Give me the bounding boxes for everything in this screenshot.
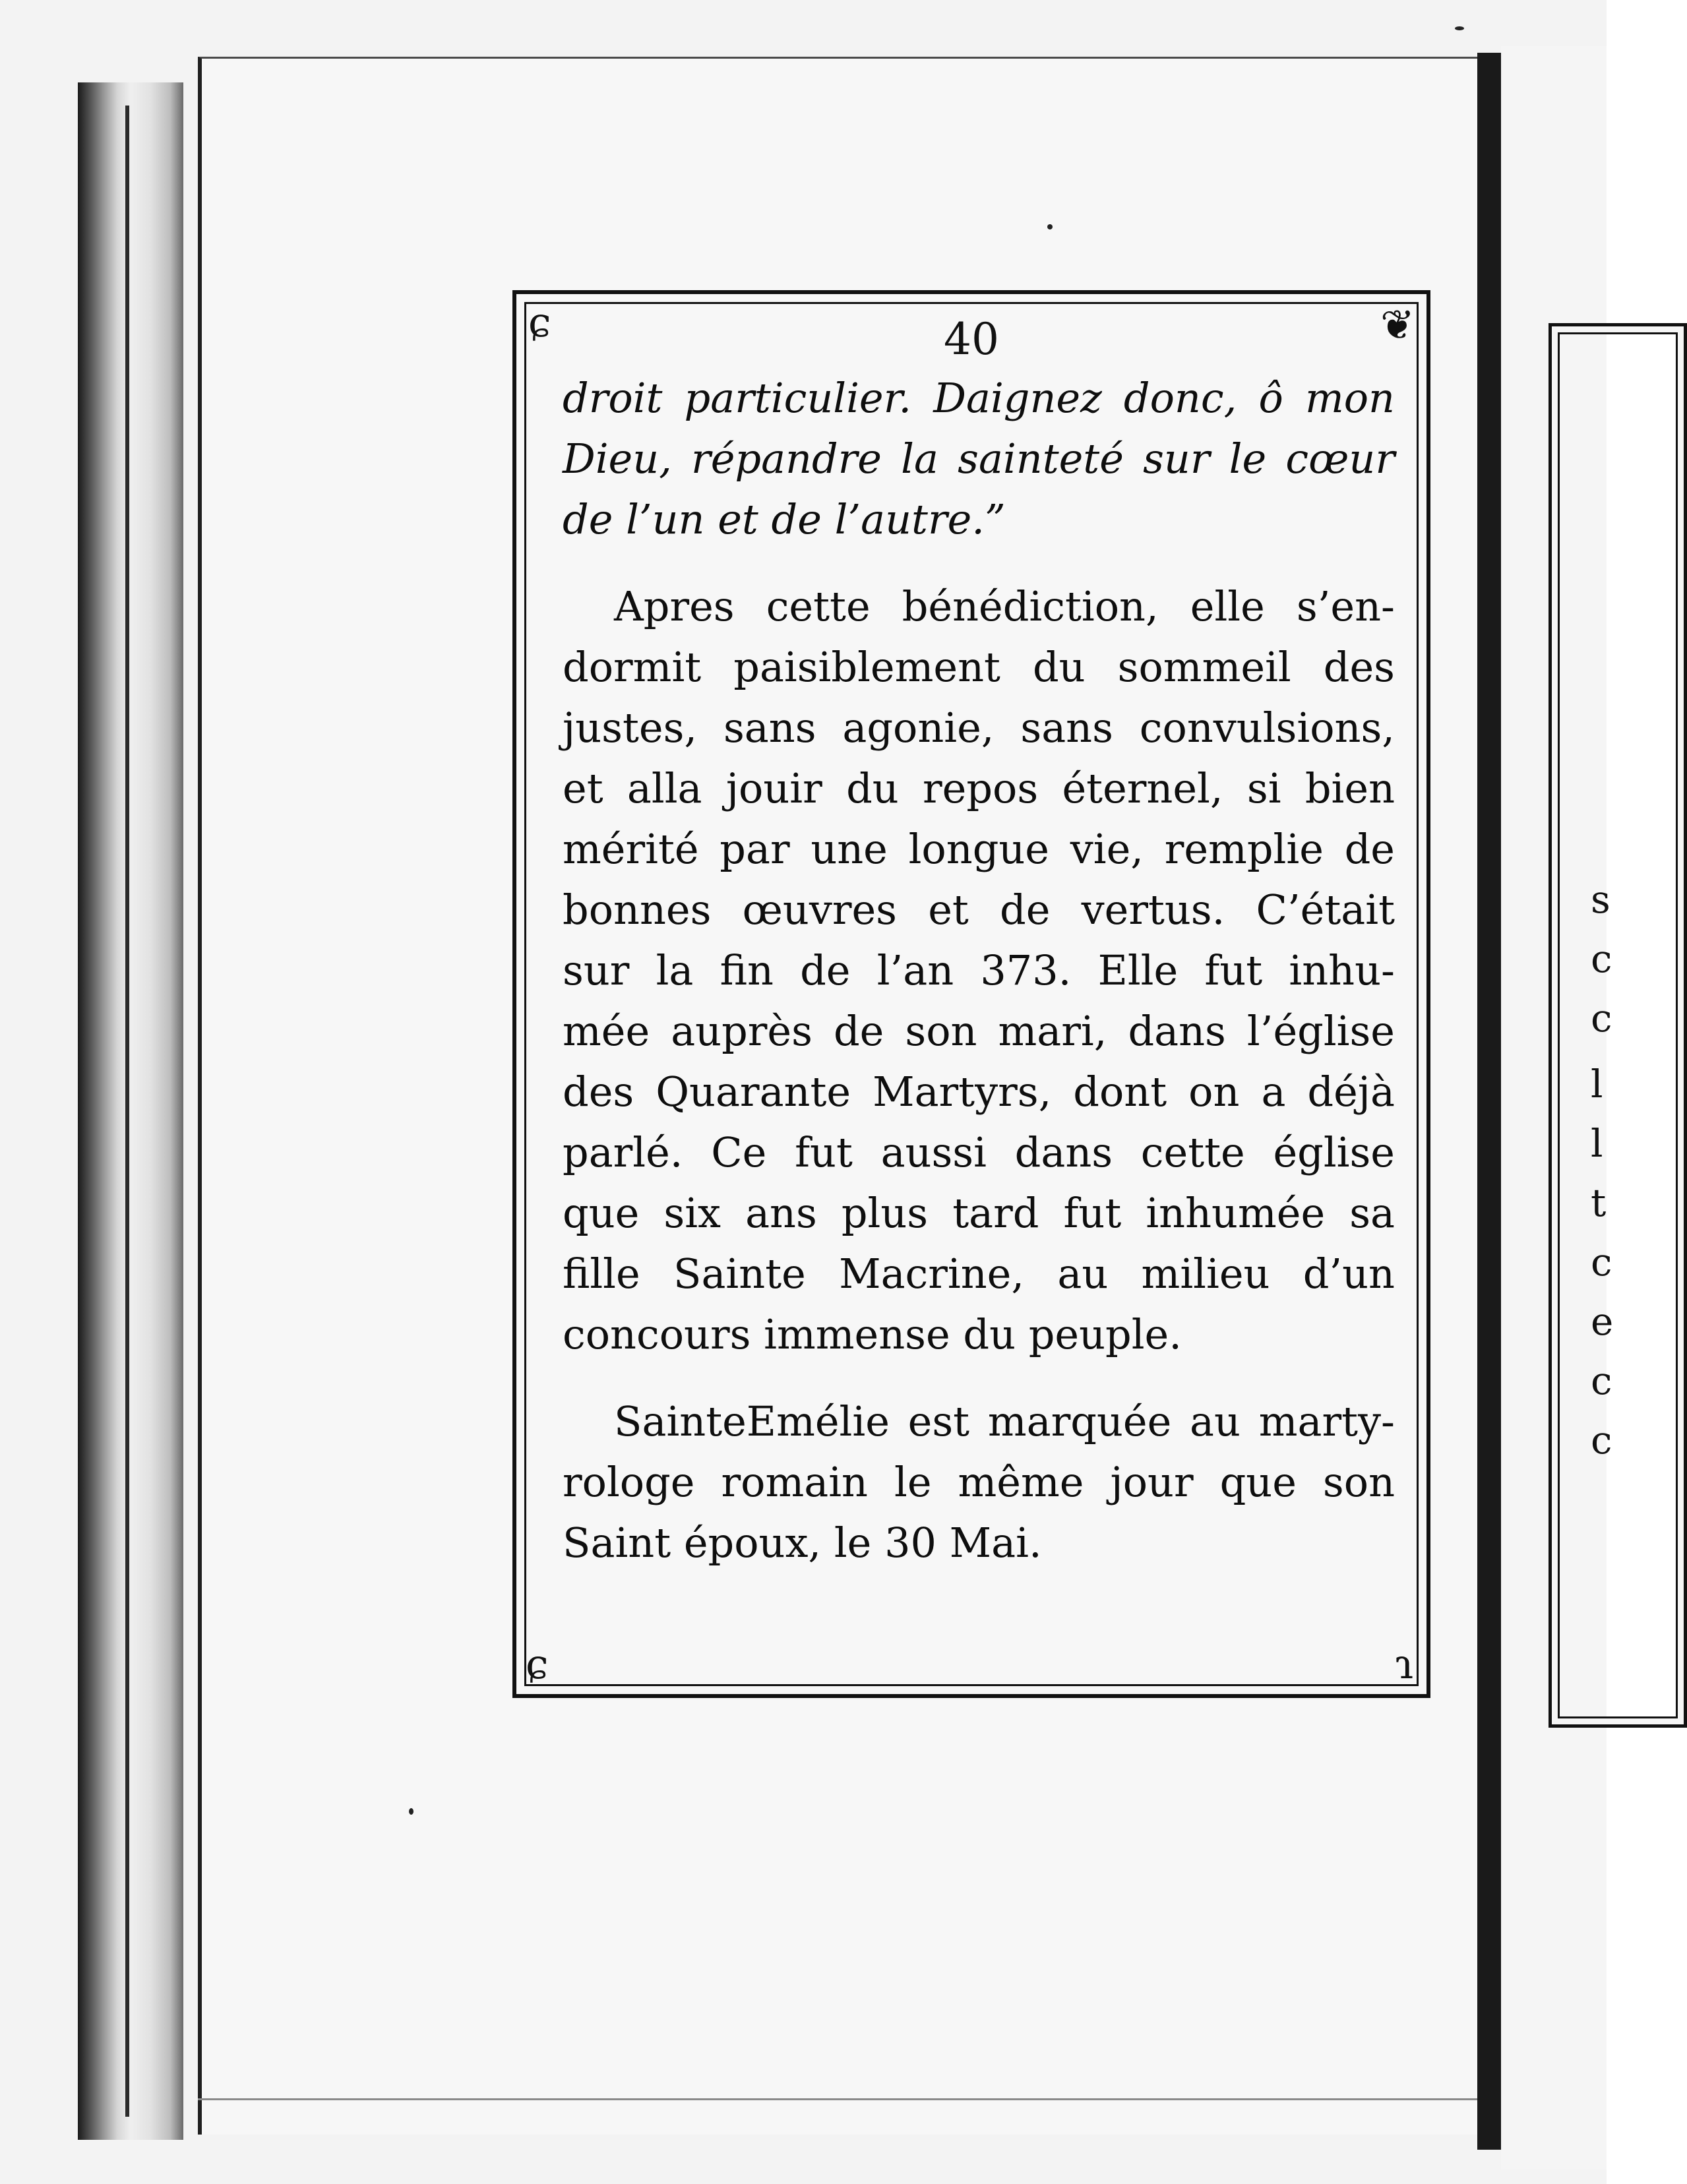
corner-ornament-top-left: ɕ xyxy=(528,298,551,346)
text-line: des Quarante Martyrs, dont on a déjà xyxy=(563,1068,1395,1116)
paragraph xyxy=(563,368,1395,550)
book-block-edge xyxy=(78,82,183,2140)
text-line: dormit paisiblement du sommeil des xyxy=(563,643,1395,691)
text-line: justes, sans agonie, sans convulsions, xyxy=(563,704,1395,752)
corner-ornament-bottom-left: ɕ xyxy=(526,1640,549,1688)
facing-page-frame xyxy=(1549,323,1687,1728)
corner-ornament-top-right: ❦ xyxy=(1380,301,1415,349)
print-speck xyxy=(1047,224,1053,229)
paragraph-gap xyxy=(563,1365,1395,1391)
book-edge-shadow xyxy=(125,106,129,2117)
text-line: Apres cette bénédiction, elle s’en- xyxy=(614,582,1395,630)
page-bottom-rule xyxy=(198,2098,1484,2100)
facing-page-letter: c xyxy=(1591,1358,1612,1403)
page-number: 40 xyxy=(944,314,999,365)
text-line: de l’un et de l’autre.” xyxy=(563,495,1006,543)
text-line: Dieu, répandre la sainteté sur le cœur xyxy=(563,435,1395,483)
page-body-text xyxy=(563,368,1395,1573)
text-line: parlé. Ce fut aussi dans cette église xyxy=(563,1128,1395,1176)
text-line: Saint époux, le 30 Mai. xyxy=(563,1519,1042,1567)
facing-page-letter: s xyxy=(1591,877,1610,922)
paragraph xyxy=(563,576,1395,1365)
facing-page-letter: c xyxy=(1591,1240,1612,1285)
paragraph xyxy=(563,1391,1395,1573)
text-line: concours immense du peuple. xyxy=(563,1310,1182,1358)
facing-page-letter: e xyxy=(1591,1299,1614,1344)
text-line: mée auprès de son mari, dans l’église xyxy=(563,1007,1395,1055)
facing-page-letter: l xyxy=(1591,1121,1603,1166)
text-line: et alla jouir du repos éternel, si bien xyxy=(563,764,1395,812)
text-line: mérité par une longue vie, remplie de xyxy=(563,825,1395,873)
text-frame xyxy=(512,290,1430,1698)
text-line: fille Sainte Macrine, au milieu d’un xyxy=(563,1250,1395,1298)
facing-page-letter: c xyxy=(1591,996,1612,1041)
paragraph-gap xyxy=(563,550,1395,576)
text-line: que six ans plus tard fut inhumée sa xyxy=(563,1189,1395,1237)
print-speck xyxy=(1455,26,1464,30)
text-line: bonnes œuvres et de vertus. C’était xyxy=(563,886,1395,934)
book-gutter xyxy=(1477,53,1501,2150)
text-line: droit particulier. Daignez donc, ô mon xyxy=(563,374,1395,422)
text-line: rologe romain le même jour que son xyxy=(563,1458,1395,1506)
facing-page-letter: c xyxy=(1591,1418,1612,1463)
corner-ornament-bottom-right: ɿ xyxy=(1394,1640,1413,1688)
text-line: SainteEmélie est marquée au marty- xyxy=(614,1397,1395,1445)
facing-page-letter: l xyxy=(1591,1062,1603,1107)
facing-page-letter: c xyxy=(1591,936,1612,981)
print-speck xyxy=(409,1808,414,1815)
text-line: sur la fin de l’an 373. Elle fut inhu- xyxy=(563,946,1395,994)
facing-page-letter: t xyxy=(1591,1180,1607,1225)
